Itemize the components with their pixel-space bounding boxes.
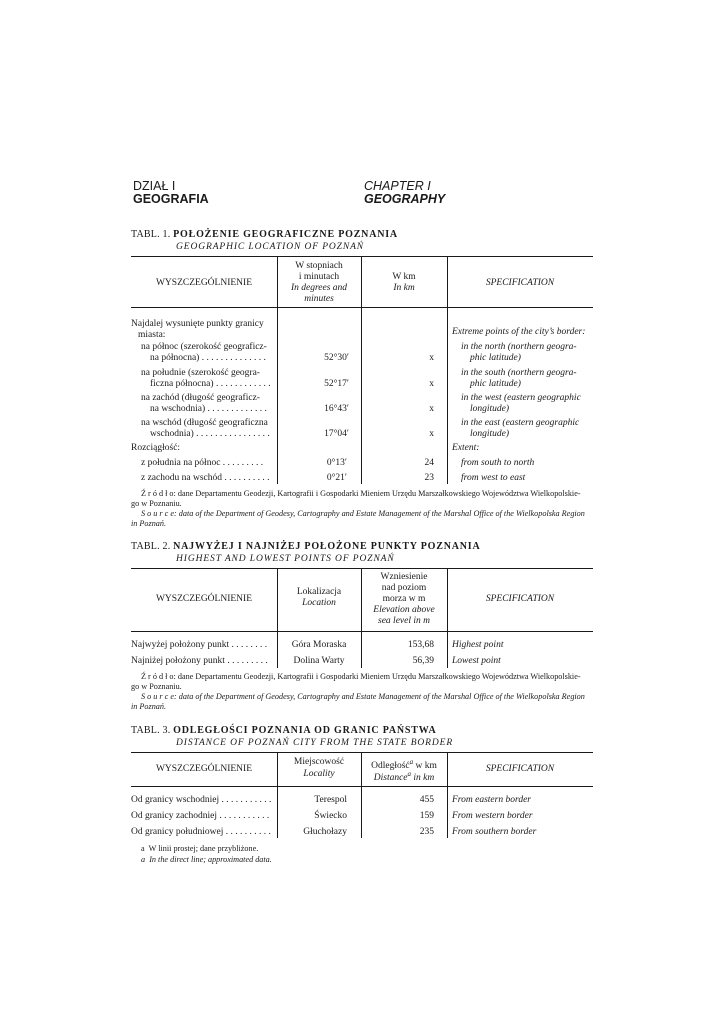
source-label: Ź r ó d ł o: <box>141 672 176 681</box>
row-label-en: From western border <box>452 811 533 821</box>
row-km: x <box>429 404 434 414</box>
row-degrees: 52°17′ <box>324 379 349 389</box>
footnote-marker: a <box>409 758 414 766</box>
table3-col-loc-pl: Miejscowość <box>293 757 345 767</box>
table3-footnote-en: a In the direct line; approximated data. <box>141 855 272 864</box>
table1-col-deg-en2: minutes <box>304 294 334 304</box>
table3-col-spec-pl: WYSZCZEGÓLNIENIE <box>155 764 253 774</box>
row-location: Dolina Warty <box>293 656 345 666</box>
table1-col-deg-en1: In degrees and <box>290 283 348 293</box>
table3-subtitle: DISTANCE OF POZNAŃ CITY FROM THE STATE BORDER <box>176 738 454 748</box>
row-label-pl <box>131 656 268 667</box>
source-label: Ź r ó d ł o: <box>141 489 176 498</box>
row-label-en: From eastern border <box>452 795 531 805</box>
row-label-pl-text: Najwyżej położony punkt <box>131 640 230 650</box>
row-label-pl <box>141 458 263 469</box>
row-label-pl2-text: wschodnia) <box>150 429 194 439</box>
row-label-en: Highest point <box>452 640 504 650</box>
row-location: Głuchołazy <box>303 827 347 837</box>
dist-pl-text: Odległość <box>371 761 410 772</box>
table2-source-en <box>141 691 585 702</box>
leader-dots: . . . . . . . . <box>229 640 268 650</box>
row-distance: 235 <box>419 827 434 837</box>
chapter-label-pl: DZIAŁ I <box>133 179 176 193</box>
table2-col-elev-en1: Elevation above <box>373 605 435 615</box>
table3-title: ODLEGŁOŚCI POZNANIA OD GRANIC PAŃSTWA <box>173 725 437 736</box>
table3-footnote-pl: a W linii prostej; dane przybliżone. <box>141 844 259 853</box>
row-location: Góra Moraska <box>291 640 347 650</box>
row-label-pl <box>131 811 269 822</box>
dist-en-text: Distance <box>373 773 408 784</box>
table1-col-spec-pl: WYSZCZEGÓLNIENIE <box>155 278 253 288</box>
footnote-marker: a <box>407 770 412 778</box>
row-elevation: 56,39 <box>412 656 434 666</box>
table2-col-elev-pl1: Wzniesienie <box>380 572 428 582</box>
dist-pl-unit: w km <box>415 761 437 772</box>
source-label: S o u r c e: <box>141 509 177 518</box>
leader-dots: . . . . . . . . . . . . . <box>205 404 267 414</box>
row-label-pl-text: Najniżej położony punkt <box>131 656 225 666</box>
dist-en-unit: in km <box>413 773 435 784</box>
row-label-pl2 <box>150 353 266 364</box>
table2-col-spec-pl: WYSZCZEGÓLNIENIE <box>155 594 253 604</box>
row-label-en: From southern border <box>452 827 537 837</box>
row-label-pl1: na zachód (długość geograficz- <box>141 393 260 403</box>
row-label-en: Lowest point <box>452 656 501 666</box>
row-label-pl2-text: na wschodnia) <box>150 404 206 414</box>
table1-subtitle: GEOGRAPHIC LOCATION OF POZNAŃ <box>176 242 365 252</box>
row-label-en1: in the west (eastern geographic <box>461 393 581 403</box>
leader-dots: . . . . . . . . . . . <box>217 811 270 821</box>
row-km: 23 <box>424 473 434 483</box>
row-label-en1: in the east (eastern geographic <box>461 418 580 428</box>
row-label-pl <box>131 795 271 806</box>
leader-dots: . . . . . . . . . . . <box>219 795 272 805</box>
row-label-en: from west to east <box>461 473 526 483</box>
table1-source-en-2: in Poznań. <box>131 519 167 528</box>
table1-source-pl-2: go w Poznaniu. <box>131 499 182 508</box>
table1-col-km-pl: W km <box>392 272 416 282</box>
row-label-pl2 <box>150 404 267 415</box>
table3-col-loc-en: Locality <box>303 769 335 779</box>
table1-col-spec-en: SPECIFICATION <box>485 278 555 288</box>
row-label-pl2-text: ficzna północna) <box>150 379 214 389</box>
row-label-en2: phic latitude) <box>470 353 521 363</box>
table1-source-pl <box>141 488 581 499</box>
chapter-label-en: CHAPTER I <box>364 179 431 193</box>
row-distance: 159 <box>419 811 434 821</box>
row-label-en2: phic latitude) <box>470 379 521 389</box>
leader-dots: . . . . . . . . . . . . . . . . <box>193 429 270 439</box>
row-degrees: 17°04′ <box>324 429 349 439</box>
row-label-en1: in the south (northern geogra- <box>461 368 577 378</box>
table1-top-rule <box>131 256 593 257</box>
table1-group1-en: Extreme points of the city’s border: <box>452 327 586 337</box>
table2-number: TABL. 2. <box>131 541 171 552</box>
row-km: x <box>429 353 434 363</box>
table1-title: POŁOŻENIE GEOGRAFICZNE POZNANIA <box>173 229 398 240</box>
source-label: S o u r c e: <box>141 692 177 701</box>
row-label-pl <box>131 827 271 838</box>
row-label-pl-text: z zachodu na wschód <box>141 473 222 483</box>
leader-dots: . . . . . . . . . <box>220 458 264 468</box>
table2-col-divider-3 <box>447 568 448 668</box>
table3-header-rule <box>131 786 593 787</box>
table2-source-pl <box>141 671 581 682</box>
table2-subtitle: HIGHEST AND LOWEST POINTS OF POZNAŃ <box>176 554 395 564</box>
table3-col-dist-en <box>361 769 447 784</box>
table2-source-en-2: in Poznań. <box>131 702 167 711</box>
table1-group2-pl: Rozciągłość: <box>131 443 181 453</box>
source-text: data of the Department of Geodesy, Cartography and Estate Management of the Marshal Office of the Wielkopolska Region <box>178 509 585 518</box>
row-location: Świecko <box>314 811 347 821</box>
source-text: data of the Department of Geodesy, Cartography and Estate Management of the Marshal Office of the Wielkopolska Region <box>178 692 585 701</box>
table2-title: NAJWYŻEJ I NAJNIŻEJ POŁOŻONE PUNKTY POZNANIA <box>173 541 481 552</box>
row-label-pl2-text: na północna) <box>150 353 200 363</box>
row-label-pl-text: Od granicy zachodniej <box>131 811 217 821</box>
row-label-pl-text: Od granicy wschodniej <box>131 795 220 805</box>
row-distance: 455 <box>419 795 434 805</box>
table2-col-elev-pl2: nad poziom <box>381 583 427 593</box>
row-km: x <box>429 429 434 439</box>
table3-top-rule <box>131 752 593 753</box>
leader-dots: . . . . . . . . . . <box>223 827 271 837</box>
row-label-pl1: na południe (szerokość geogra- <box>141 368 260 378</box>
table2-col-loc-pl: Lokalizacja <box>296 587 342 597</box>
table2-header-rule <box>131 631 593 632</box>
table1-col-divider-3 <box>447 256 448 484</box>
table1-group2-en: Extent: <box>452 443 480 453</box>
row-label-pl2 <box>150 379 271 390</box>
table1-header-rule <box>131 307 593 308</box>
row-km: 24 <box>424 458 434 468</box>
table2-source-pl-2: go w Poznaniu. <box>131 682 182 691</box>
row-label-pl-text: z południa na północ <box>141 458 221 468</box>
row-degrees: 16°43′ <box>324 404 349 414</box>
row-degrees: 0°13′ <box>326 458 347 468</box>
row-elevation: 153,68 <box>407 640 434 650</box>
table2-col-divider-1 <box>277 568 278 668</box>
row-km: x <box>429 379 434 389</box>
row-degrees: 52°30′ <box>324 353 349 363</box>
table2-caption <box>131 541 480 552</box>
table1-caption <box>131 229 398 240</box>
chapter-title-en: GEOGRAPHY <box>364 192 446 206</box>
table1-source-en <box>141 508 585 519</box>
row-label-pl1: na północ (szerokość geograficz- <box>141 342 267 352</box>
leader-dots: . . . . . . . . . . . . . . <box>199 353 266 363</box>
row-label-en: from south to north <box>461 458 535 468</box>
source-text: dane Departamentu Geodezji, Kartografii i Gospodarki Mieniem Urzędu Marszałkowskiego Województwa Wielkopolskie- <box>177 672 581 681</box>
leader-dots: . . . . . . . . . . <box>221 473 270 483</box>
table2-col-elev-en2: sea level in m <box>378 616 430 626</box>
table2-col-spec-en: SPECIFICATION <box>485 594 555 604</box>
row-degrees: 0°21′ <box>326 473 347 483</box>
chapter-title-pl: GEOGRAFIA <box>133 192 209 206</box>
row-location: Terespol <box>314 795 347 805</box>
table3-number: TABL. 3. <box>131 725 171 736</box>
table1-group1-pl2: miasta: <box>138 330 166 340</box>
leader-dots: . . . . . . . . . <box>224 656 268 666</box>
row-label-pl-text: Od granicy południowej <box>131 827 224 837</box>
table3-caption <box>131 725 436 736</box>
row-label-en2: longitude) <box>470 404 510 414</box>
row-label-en1: in the north (northern geogra- <box>461 342 577 352</box>
row-label-pl <box>131 640 267 651</box>
source-text: dane Departamentu Geodezji, Kartografii i Gospodarki Mieniem Urzędu Marszałkowskiego Województwa Wielkopolskie- <box>177 489 581 498</box>
table3-col-spec-en: SPECIFICATION <box>485 764 555 774</box>
table2-top-rule <box>131 568 593 569</box>
table1-number: TABL. 1. <box>131 229 171 240</box>
table2-col-elev-pl3: morza w m <box>382 594 426 604</box>
table1-col-deg-pl1: W stopniach <box>295 261 343 271</box>
table1-col-km-en: In km <box>393 283 415 293</box>
leader-dots: . . . . . . . . . . . . <box>213 379 271 389</box>
row-label-en2: longitude) <box>470 429 510 439</box>
table1-col-deg-pl2: i minutach <box>298 272 340 282</box>
table1-group1-pl1: Najdalej wysunięte punkty granicy <box>131 319 264 329</box>
row-label-pl1: na wschód (długość geograficzna <box>141 418 268 428</box>
table2-col-loc-en: Location <box>302 598 336 608</box>
row-label-pl <box>141 473 269 484</box>
row-label-pl2 <box>150 429 270 440</box>
